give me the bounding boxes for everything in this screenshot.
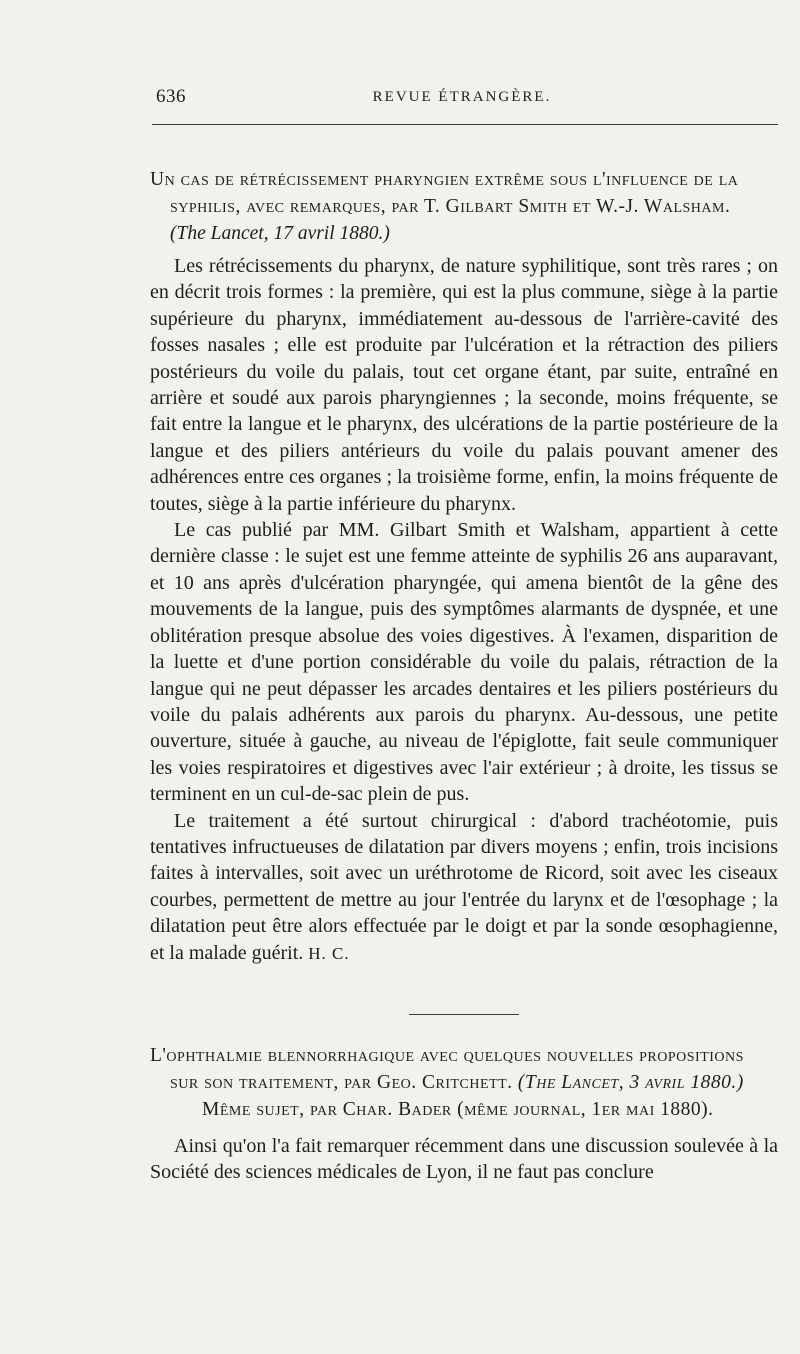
article-heading bbox=[150, 166, 778, 247]
article-paragraph: Les rétrécissements du pharynx, de nature syphilitique, sont très rares ; on en décrit trois formes : la première, qui est la plus commune, siège à la partie supérieure du pharynx, immédiatement au-dessous de l'arrière-cavité des fosses nasales ; elle est produite par l'ulcération et la rétraction des piliers postérieurs du voile du palais, tout cet organe étant, par suite, entraîné en arrière et soudé aux parois pharyngiennes ; la seconde, moins fréquente, se fait entre la langue et le pharynx, des ulcérations de la partie postérieure de la langue et des piliers antérieurs du voile du palais pouvant amener des adhérences entre ces organes ; la troisième forme, enfin, la moins fréquente de toutes, siège à la partie inférieure du pharynx. bbox=[150, 255, 778, 515]
page-number: 636 bbox=[156, 86, 186, 107]
article-paragraph: Ainsi qu'on l'a fait remarquer récemment dans une discussion soulevée à la Société des sciences médicales de Lyon, il ne faut pas conclure bbox=[150, 1135, 778, 1184]
author-signature: H. C. bbox=[308, 943, 350, 963]
header-rule bbox=[152, 124, 778, 125]
article-pharyngeal-stricture bbox=[150, 166, 778, 967]
article-citation: (The Lancet, 3 avril 1880.) bbox=[517, 1072, 744, 1093]
article-heading bbox=[150, 1042, 778, 1123]
article-title-line1: Un cas de rétrécissement pharyngien extrême sous l'influence de la bbox=[150, 169, 739, 190]
section-divider bbox=[409, 1014, 519, 1015]
article-paragraph-text: Le traitement a été surtout chirurgical : d'abord trachéotomie, puis tentatives infructueuses de dilatation par divers moyens ; enfin, trois incisions faites à intervalles, soit avec un uréthrotome de Ricord, soit avec les ciseaux courbes, permettent de mettre au jour l'entrée du larynx et de l'œsophage ; la dilatation peut être alors effectuée par le doigt et par la sonde œsophagienne, et la malade guérit. bbox=[150, 809, 778, 964]
page-header bbox=[152, 86, 772, 110]
article-title-line2: syphilis, avec remarques, par T. Gilbart Smith et W.-J. Walsham. bbox=[170, 196, 731, 217]
article-title-text: sur son traitement, par Geo. Critchett. bbox=[170, 1072, 513, 1093]
article-paragraph bbox=[150, 808, 778, 967]
article-title-line1: L'ophthalmie blennorrhagique avec quelques nouvelles propositions bbox=[150, 1045, 744, 1066]
article-title-line2 bbox=[150, 1069, 778, 1096]
article-paragraph: Le cas publié par MM. Gilbart Smith et Walsham, appartient à cette dernière classe : le sujet est une femme atteinte de syphilis 26 ans auparavant, et 10 ans après d'ulcération pharyngée, qui amena bientôt de la gêne des mouvements de la langue, puis des symptômes alarmants de dyspnée, et une oblitération presque absolue des voies digestives. À l'examen, disparition de la luette et d'une portion considérable du voile du palais, rétraction de la langue qui ne peut dépasser les arcades dentaires et les piliers postérieurs du voile du palais adhérents aux parois du pharynx. Au-dessous, une petite ouverture, située à gauche, au niveau de l'épiglotte, fait seule communiquer les voies respiratoires et digestives avec l'air extérieur ; à droite, les tissus se terminent en un cul-de-sac plein de pus. bbox=[150, 519, 778, 806]
running-title: REVUE ÉTRANGÈRE. bbox=[372, 89, 552, 105]
article-citation: (The Lancet, 17 avril 1880.) bbox=[170, 223, 390, 244]
article-subtitle: Même sujet, par Char. Bader (même journal, 1er mai 1880). bbox=[202, 1099, 714, 1120]
article-ophthalmia bbox=[150, 1042, 778, 1186]
